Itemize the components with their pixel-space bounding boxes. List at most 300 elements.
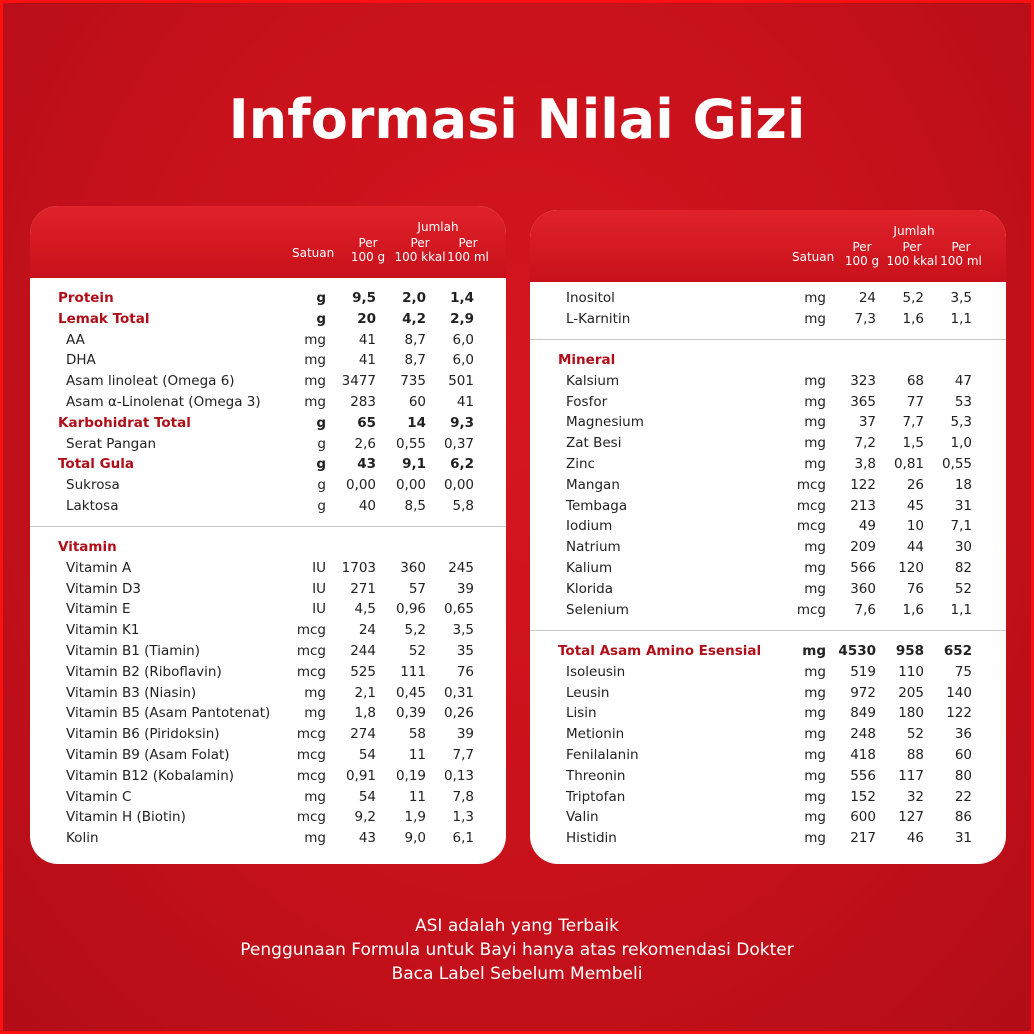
nutrient-value-per-100g: 244: [350, 643, 376, 659]
nutrient-row: [530, 392, 1006, 412]
nutrient-row: [30, 288, 506, 308]
nutrient-value-per-100g: 9,5: [352, 290, 376, 306]
nutrient-value-per-100ml: 60: [954, 747, 972, 763]
nutrient-row: [530, 787, 1006, 807]
nutrient-unit: IU: [312, 580, 326, 597]
nutrient-value-per-100ml: 0,65: [443, 601, 474, 618]
nutrient-value-per-100g: 1703: [341, 559, 376, 576]
nutrient-unit: mcg: [796, 518, 826, 535]
nutrient-value-per-100g: 217: [850, 830, 876, 847]
nutrient-value-per-100kkal: 360: [400, 559, 426, 576]
nutrient-value-per-100ml: 0,31: [443, 684, 474, 701]
nutrient-unit: mg: [304, 331, 326, 348]
nutrient-name: Vitamin K1: [66, 622, 140, 639]
nutrient-value-per-100kkal: 735: [400, 373, 426, 390]
nutrient-name: Vitamin A: [66, 559, 132, 576]
nutrient-value-per-100ml: 0,37: [443, 435, 474, 452]
nutrient-value-per-100g: 360: [850, 580, 876, 597]
nutrient-value-per-100ml: 1,1: [950, 310, 972, 327]
nutrient-name: Vitamin B6 (Piridoksin): [66, 726, 220, 743]
nutrient-unit: mcg: [296, 643, 326, 659]
nutrient-row: [530, 371, 1006, 391]
nutrient-name: Kalium: [566, 560, 613, 576]
nutrient-name: DHA: [66, 352, 96, 369]
nutrient-value-per-100g: 274: [350, 726, 376, 743]
nutrient-name: Vitamin B12 (Kobalamin): [66, 767, 235, 784]
nutrient-value-per-100ml: 6,2: [450, 456, 474, 473]
section-divider: [30, 526, 506, 527]
nutrient-value-per-100kkal: 110: [898, 663, 924, 680]
nutrient-unit: mg: [804, 372, 826, 389]
nutrient-value-per-100kkal: 68: [906, 372, 924, 389]
nutrient-value-per-100kkal: 9,0: [404, 830, 426, 847]
footer-line-2: Penggunaan Formula untuk Bayi hanya atas rekomendasi Dokter: [240, 940, 794, 960]
nutrient-row: [30, 475, 506, 495]
nutrient-name: Total Gula: [58, 456, 135, 473]
nutrient-value-per-100g: 213: [850, 497, 876, 514]
nutrient-unit: mg: [304, 705, 326, 722]
nutrient-row: [30, 641, 506, 661]
nutrient-unit: mg: [804, 435, 826, 452]
nutrient-name: Laktosa: [66, 498, 119, 514]
nutrient-value-per-100kkal: 1,6: [902, 601, 924, 618]
nutrient-unit: mg: [804, 809, 826, 826]
nutrient-row: [30, 745, 506, 765]
nutrient-value-per-100g: 122: [850, 476, 876, 493]
nutrient-value-per-100ml: 1,3: [452, 809, 474, 826]
nutrient-value-per-100ml: 6,1: [452, 830, 474, 847]
nutrient-unit: mg: [804, 726, 826, 743]
nutrient-unit: mg: [802, 643, 826, 659]
nutrient-value-per-100kkal: 2,0: [402, 290, 426, 306]
jumlah-label: Jumlah: [893, 224, 935, 238]
nutrient-value-per-100kkal: 111: [400, 663, 426, 680]
nutrient-value-per-100ml: 3,5: [452, 622, 474, 639]
nutrient-unit: mg: [804, 684, 826, 701]
nutrient-value-per-100g: 972: [850, 684, 876, 701]
nutrient-value-per-100kkal: 0,81: [893, 456, 924, 472]
nutrient-value-per-100ml: 36: [954, 726, 972, 743]
nutrient-row: [30, 620, 506, 640]
nutrient-value-per-100ml: 0,13: [443, 767, 474, 784]
nutrient-row: [530, 496, 1006, 516]
nutrient-unit: mcg: [796, 601, 826, 618]
nutrient-value-per-100ml: 6,0: [452, 352, 474, 369]
nutrient-value-per-100g: 525: [350, 663, 376, 680]
nutrient-value-per-100ml: 30: [954, 539, 972, 556]
nutrient-value-per-100ml: 0,26: [443, 705, 474, 722]
nutrient-unit: mg: [804, 539, 826, 556]
col-header-100g: Per 100 g: [844, 240, 880, 268]
nutrient-unit: mcg: [296, 767, 326, 784]
nutrient-row: [530, 558, 1006, 578]
nutrient-value-per-100ml: 39: [456, 726, 474, 743]
nutrient-value-per-100ml: 6,0: [452, 331, 474, 348]
nutrient-value-per-100g: 4530: [838, 643, 876, 659]
nutrient-row: [30, 434, 506, 454]
nutrient-value-per-100g: 40: [358, 498, 376, 514]
nutrient-value-per-100kkal: 0,39: [395, 705, 426, 722]
footer-line-1: ASI adalah yang Terbaik: [415, 916, 619, 936]
nutrient-name: Protein: [58, 290, 114, 306]
nutrient-name: Vitamin B3 (Niasin): [66, 684, 197, 701]
nutrient-row: [530, 724, 1006, 744]
nutrient-value-per-100g: 2,1: [354, 684, 376, 701]
nutrient-name: Lemak Total: [58, 310, 150, 327]
nutrient-name: Mangan: [566, 476, 620, 493]
nutrient-value-per-100kkal: 10: [906, 518, 924, 535]
nutrient-name: Magnesium: [566, 414, 644, 431]
nutrient-value-per-100g: 7,2: [854, 435, 876, 452]
nutrient-unit: mg: [804, 663, 826, 680]
nutrient-value-per-100ml: 1,4: [450, 290, 474, 306]
nutrient-value-per-100ml: 7,8: [452, 788, 474, 805]
nutrient-value-per-100kkal: 46: [906, 830, 924, 847]
nutrient-value-per-100g: 37: [858, 414, 876, 431]
nutrient-value-per-100kkal: 58: [408, 726, 426, 743]
nutrient-value-per-100g: 54: [358, 788, 376, 805]
nutrient-value-per-100g: 7,6: [854, 601, 876, 618]
nutrient-value-per-100kkal: 60: [408, 394, 426, 410]
nutrient-value-per-100ml: 80: [954, 767, 972, 784]
nutrient-value-per-100kkal: 45: [906, 497, 924, 514]
satuan-label: Satuan: [792, 250, 835, 264]
nutrient-value-per-100g: 4,5: [354, 601, 376, 618]
nutrient-name: Asam linoleat (Omega 6): [66, 373, 235, 390]
nutrition-panel-right: [530, 210, 1006, 864]
nutrient-unit: mg: [804, 393, 826, 410]
nutrient-unit: mcg: [296, 663, 326, 680]
nutrient-row: [30, 454, 506, 474]
nutrient-unit: mcg: [796, 497, 826, 514]
nutrient-value-per-100kkal: 117: [898, 767, 924, 784]
nutrient-value-per-100g: 2,6: [354, 435, 376, 452]
nutrient-value-per-100kkal: 7,7: [902, 414, 924, 431]
nutrient-value-per-100g: 41: [358, 352, 376, 369]
nutrient-value-per-100ml: 47: [954, 372, 972, 389]
nutrient-row: [30, 496, 506, 516]
nutrient-value-per-100g: 0,91: [345, 767, 376, 784]
nutrient-name: Vitamin B1 (Tiamin): [66, 643, 200, 659]
nutrient-value-per-100ml: 35: [456, 643, 474, 659]
nutrient-value-per-100kkal: 57: [408, 580, 426, 597]
nutrient-value-per-100g: 49: [858, 518, 876, 535]
section-divider: [530, 339, 1006, 340]
nutrient-value-per-100kkal: 0,00: [395, 477, 426, 494]
nutrient-row: [30, 371, 506, 391]
nutrient-value-per-100ml: 3,5: [950, 290, 972, 306]
nutrient-unit: mg: [304, 684, 326, 701]
nutrient-value-per-100ml: 31: [954, 830, 972, 847]
nutrient-unit: mg: [804, 788, 826, 805]
nutrient-unit: g: [317, 477, 326, 494]
nutrient-value-per-100ml: 52: [954, 580, 972, 597]
nutrient-name: Kalsium: [566, 372, 620, 389]
nutrient-row: [530, 516, 1006, 536]
nutrient-row: [530, 703, 1006, 723]
nutrient-value-per-100ml: 122: [946, 705, 972, 722]
nutrient-value-per-100g: 209: [850, 539, 876, 556]
nutrient-row: [30, 350, 506, 370]
nutrient-value-per-100g: 248: [850, 726, 876, 743]
nutrient-value-per-100ml: 5,3: [950, 414, 972, 431]
nutrient-value-per-100kkal: 127: [898, 809, 924, 826]
nutrient-value-per-100kkal: 1,6: [902, 310, 924, 327]
page-title: Informasi Nilai Gizi: [228, 88, 806, 151]
nutrient-unit: IU: [312, 559, 326, 576]
nutrient-row: [530, 454, 1006, 474]
nutrient-value-per-100kkal: 0,45: [395, 684, 426, 701]
nutrient-value-per-100g: 365: [850, 393, 876, 410]
nutrient-name: Kolin: [66, 830, 99, 847]
nutrient-value-per-100ml: 7,1: [950, 518, 972, 535]
nutrient-value-per-100kkal: 0,19: [395, 767, 426, 784]
nutrient-value-per-100kkal: 14: [407, 414, 426, 431]
nutrient-row: [530, 412, 1006, 432]
nutrient-value-per-100g: 43: [358, 830, 376, 847]
nutrient-unit: g: [317, 435, 326, 452]
nutrient-value-per-100g: 1,8: [354, 705, 376, 722]
nutrient-unit: mg: [304, 830, 326, 847]
nutrient-value-per-100ml: 245: [448, 559, 474, 576]
nutrient-name: Mineral: [558, 352, 616, 368]
panel-header: [30, 206, 506, 278]
nutrient-row: [530, 475, 1006, 495]
nutrient-unit: g: [317, 498, 326, 514]
nutrient-value-per-100ml: 53: [954, 393, 972, 410]
nutrient-name: Leusin: [566, 684, 610, 701]
nutrient-row: [30, 579, 506, 599]
nutrient-unit: g: [316, 456, 326, 473]
nutrient-unit: IU: [312, 601, 326, 618]
nutrition-panel-left: [30, 206, 506, 864]
nutrient-name: Zat Besi: [566, 435, 622, 452]
nutrient-value-per-100ml: 22: [954, 788, 972, 805]
col-header-100kkal: Per 100 kkal: [394, 236, 446, 264]
nutrient-name: Selenium: [566, 601, 629, 618]
nutrient-value-per-100ml: 82: [954, 560, 972, 576]
nutrient-name: Sukrosa: [66, 477, 120, 494]
nutrient-unit: mcg: [796, 476, 826, 493]
nutrient-value-per-100kkal: 44: [906, 539, 924, 556]
nutrient-row: [30, 787, 506, 807]
nutrient-value-per-100ml: 39: [456, 580, 474, 597]
nutrient-row: [530, 683, 1006, 703]
nutrient-name: Triptofan: [566, 788, 626, 805]
nutrient-name: Zinc: [566, 456, 595, 472]
nutrient-name: Asam α-Linolenat (Omega 3): [66, 394, 261, 410]
nutrient-unit: mg: [804, 830, 826, 847]
nutrient-value-per-100kkal: 11: [408, 788, 426, 805]
nutrient-row: [530, 600, 1006, 620]
nutrient-value-per-100g: 418: [850, 747, 876, 763]
nutrient-name: Vitamin H (Biotin): [66, 809, 186, 826]
nutrient-value-per-100g: 283: [350, 394, 376, 410]
nutrient-value-per-100kkal: 4,2: [402, 310, 426, 327]
nutrient-row: [30, 766, 506, 786]
nutrient-name: Klorida: [566, 580, 614, 597]
nutrient-value-per-100g: 43: [357, 456, 376, 473]
nutrient-name: Histidin: [566, 830, 617, 847]
nutrient-value-per-100kkal: 0,55: [395, 435, 426, 452]
nutrient-row: [30, 537, 506, 557]
nutrient-name: Vitamin B9 (Asam Folat): [66, 747, 230, 763]
nutrient-unit: mg: [804, 560, 826, 576]
panel-header: [530, 210, 1006, 282]
nutrient-row: [30, 330, 506, 350]
nutrient-unit: mcg: [296, 622, 326, 639]
nutrient-row: [530, 288, 1006, 308]
nutrient-unit: g: [316, 414, 326, 431]
nutrient-value-per-100kkal: 8,7: [404, 331, 426, 348]
nutrient-row: [530, 537, 1006, 557]
section-divider: [530, 630, 1006, 631]
nutrient-value-per-100kkal: 120: [898, 560, 924, 576]
nutrient-row: [530, 641, 1006, 661]
nutrient-row: [530, 828, 1006, 848]
nutrient-value-per-100ml: 1,1: [950, 601, 972, 618]
nutrient-value-per-100ml: 18: [954, 476, 972, 493]
nutrient-value-per-100ml: 9,3: [450, 414, 474, 431]
nutrient-row: [530, 766, 1006, 786]
nutrient-value-per-100kkal: 26: [906, 476, 924, 493]
nutrient-value-per-100kkal: 205: [898, 684, 924, 701]
nutrient-unit: g: [316, 290, 326, 306]
nutrient-value-per-100g: 152: [850, 788, 876, 805]
nutrient-unit: mg: [304, 394, 326, 410]
nutrient-value-per-100kkal: 77: [906, 393, 924, 410]
nutrient-row: [30, 683, 506, 703]
nutrient-unit: mg: [804, 705, 826, 722]
nutrient-value-per-100ml: 501: [448, 373, 474, 390]
nutrient-unit: mg: [304, 788, 326, 805]
nutrient-value-per-100g: 9,2: [354, 809, 376, 826]
nutrient-unit: mg: [304, 373, 326, 390]
col-header-100g: Per 100 g: [350, 236, 386, 264]
nutrient-name: Vitamin E: [66, 601, 131, 618]
nutrient-row: [530, 433, 1006, 453]
nutrient-name: Fenilalanin: [566, 747, 639, 763]
nutrient-value-per-100ml: 2,9: [450, 310, 474, 327]
satuan-label: Satuan: [292, 246, 335, 260]
nutrient-row: [30, 703, 506, 723]
nutrient-name: Vitamin B2 (Riboflavin): [66, 663, 222, 680]
nutrient-row: [530, 309, 1006, 329]
nutrient-value-per-100g: 323: [850, 372, 876, 389]
nutrient-row: [530, 662, 1006, 682]
nutrient-value-per-100g: 65: [357, 414, 376, 431]
nutrient-value-per-100g: 7,3: [854, 310, 876, 327]
nutrient-name: AA: [66, 331, 85, 348]
nutrient-value-per-100kkal: 32: [906, 788, 924, 805]
nutrient-name: Total Asam Amino Esensial: [558, 643, 762, 659]
nutrient-row: [30, 309, 506, 329]
nutrient-name: Natrium: [566, 539, 621, 556]
col-header-100kkal: Per 100 kkal: [886, 240, 938, 268]
nutrient-name: Tembaga: [566, 497, 628, 514]
nutrient-name: L-Karnitin: [566, 310, 631, 327]
nutrient-value-per-100kkal: 52: [408, 643, 426, 659]
nutrient-name: Fosfor: [566, 393, 608, 410]
nutrient-name: Threonin: [566, 767, 626, 784]
nutrient-value-per-100g: 271: [350, 580, 376, 597]
nutrient-value-per-100g: 41: [358, 331, 376, 348]
footer-line-3: Baca Label Sebelum Membeli: [391, 964, 643, 984]
nutrient-name: Isoleusin: [566, 663, 626, 680]
nutrient-name: Lisin: [566, 705, 597, 722]
nutrient-value-per-100g: 24: [358, 622, 376, 639]
jumlah-label: Jumlah: [417, 220, 459, 234]
nutrient-value-per-100ml: 1,0: [950, 435, 972, 452]
nutrient-value-per-100ml: 652: [943, 643, 972, 659]
nutrient-value-per-100g: 566: [850, 560, 876, 576]
nutrient-value-per-100g: 0,00: [345, 477, 376, 494]
nutrient-row: [30, 599, 506, 619]
nutrient-value-per-100ml: 75: [954, 663, 972, 680]
nutrient-unit: mg: [804, 580, 826, 597]
nutrient-unit: mcg: [296, 726, 326, 743]
nutrient-value-per-100kkal: 52: [906, 726, 924, 743]
nutrient-value-per-100kkal: 0,96: [395, 601, 426, 618]
nutrient-value-per-100ml: 86: [954, 809, 972, 826]
nutrient-row: [530, 807, 1006, 827]
nutrient-name: Vitamin C: [66, 788, 132, 805]
nutrient-value-per-100ml: 0,55: [941, 456, 972, 472]
nutrient-value-per-100ml: 0,00: [443, 477, 474, 494]
nutrient-value-per-100kkal: 958: [895, 643, 924, 659]
nutrient-value-per-100kkal: 5,2: [902, 290, 924, 306]
nutrient-unit: mcg: [296, 809, 326, 826]
nutrient-value-per-100g: 600: [850, 809, 876, 826]
nutrient-value-per-100kkal: 5,2: [404, 622, 426, 639]
nutrient-name: Valin: [566, 809, 599, 826]
nutrient-row: [30, 724, 506, 744]
nutrient-unit: g: [316, 310, 326, 327]
nutrient-row: [30, 413, 506, 433]
nutrient-value-per-100ml: 7,7: [452, 747, 474, 763]
nutrient-name: Inositol: [566, 290, 615, 306]
nutrient-value-per-100g: 3,8: [854, 456, 876, 472]
nutrient-row: [30, 807, 506, 827]
col-header-100ml: Per 100 ml: [940, 240, 982, 268]
nutrient-value-per-100ml: 41: [456, 394, 474, 410]
nutrient-value-per-100kkal: 8,5: [404, 498, 426, 514]
nutrient-row: [30, 392, 506, 412]
nutrient-value-per-100g: 24: [858, 290, 876, 306]
nutrient-value-per-100kkal: 8,7: [404, 352, 426, 369]
nutrient-row: [530, 579, 1006, 599]
nutrient-name: Vitamin: [58, 539, 117, 555]
nutrient-unit: mg: [304, 352, 326, 369]
nutrient-unit: mg: [804, 310, 826, 327]
nutrient-row: [530, 350, 1006, 370]
nutrient-name: Vitamin D3: [66, 580, 141, 597]
nutrient-name: Karbohidrat Total: [58, 414, 191, 431]
nutrient-name: Iodium: [566, 518, 613, 535]
nutrient-value-per-100kkal: 76: [906, 580, 924, 597]
nutrient-value-per-100g: 3477: [341, 373, 376, 390]
nutrient-value-per-100g: 54: [358, 747, 376, 763]
nutrient-value-per-100kkal: 1,5: [902, 435, 924, 452]
nutrient-row: [30, 558, 506, 578]
col-header-100ml: Per 100 ml: [447, 236, 489, 264]
nutrient-row: [30, 828, 506, 848]
nutrient-value-per-100ml: 5,8: [452, 498, 474, 514]
nutrient-unit: mg: [804, 747, 826, 763]
nutrient-value-per-100kkal: 180: [898, 705, 924, 722]
nutrient-value-per-100kkal: 88: [906, 747, 924, 763]
nutrient-unit: mg: [804, 456, 826, 472]
